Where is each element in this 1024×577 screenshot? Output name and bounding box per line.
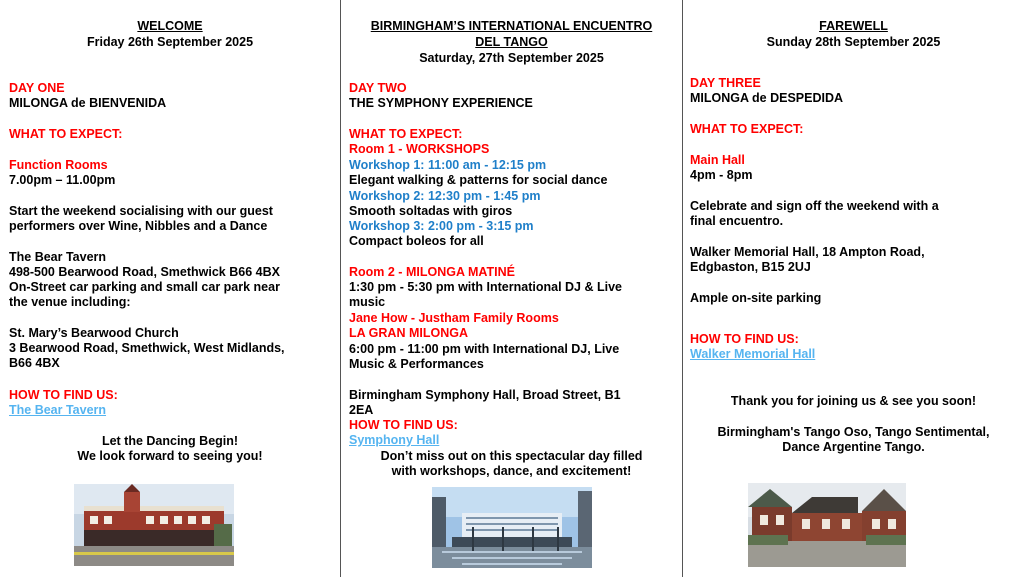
day-one-venue-line: 498-500 Bearwood Road, Smethwick B66 4BX xyxy=(9,265,280,279)
day-three-venue-line: Walker Memorial Hall, 18 Ampton Road, xyxy=(690,245,925,259)
day-three-column xyxy=(683,0,1024,577)
day-three-closing-line: Dance Argentine Tango. xyxy=(782,440,925,454)
jane-how-rooms: Jane How - Justham Family Rooms xyxy=(349,311,559,325)
day-one-alt-line: B66 4BX xyxy=(9,356,60,370)
matine-line: 1:30 pm - 5:30 pm with International DJ & Live xyxy=(349,280,622,294)
workshop-1-desc: Elegant walking & patterns for social dance xyxy=(349,173,608,187)
day-one-closing-line: Let the Dancing Begin! xyxy=(101,434,239,448)
day-one-date: Friday 26th September 2025 xyxy=(86,35,254,49)
room-1-label: Room 1 - WORKSHOPS xyxy=(349,142,490,156)
day-three-closing-line: Birmingham's Tango Oso, Tango Sentimental, xyxy=(717,425,990,439)
day-two-label: DAY TWO xyxy=(349,81,407,95)
day-three-event: MILONGA de DESPEDIDA xyxy=(690,91,844,105)
day-three-room: Main Hall xyxy=(690,153,745,167)
bear-tavern-link[interactable]: The Bear Tavern xyxy=(9,403,107,417)
day-two-venue-line: Birmingham Symphony Hall, Broad Street, B1 xyxy=(349,388,621,402)
day-one-find-label: HOW TO FIND US: xyxy=(9,388,118,402)
day-two-find-label: HOW TO FIND US: xyxy=(349,418,458,432)
gran-milonga-line: Music & Performances xyxy=(349,357,484,371)
day-one-label: DAY ONE xyxy=(9,81,65,95)
day-one-time: 7.00pm – 11.00pm xyxy=(9,173,116,187)
workshop-3-time: Workshop 3: 2:00 pm - 3:15 pm xyxy=(349,219,534,233)
farewell-heading: FAREWELL xyxy=(819,19,888,33)
day-three-date: Sunday 28th September 2025 xyxy=(766,35,941,49)
bear-tavern-photo xyxy=(74,484,234,566)
day-two-closing-line: with workshops, dance, and excitement! xyxy=(391,464,632,478)
day-one-venue-line: The Bear Tavern xyxy=(9,250,107,264)
day-three-parking: Ample on-site parking xyxy=(690,291,822,305)
day-one-alt-line: 3 Bearwood Road, Smethwick, West Midlands, xyxy=(9,341,285,355)
day-three-expect-label: WHAT TO EXPECT: xyxy=(690,122,804,136)
encuentro-heading-line: BIRMINGHAM’S INTERNATIONAL ENCUENTRO xyxy=(370,19,653,33)
workshop-2-desc: Smooth soltadas with giros xyxy=(349,204,513,218)
encuentro-heading-line: DEL TANGO xyxy=(475,35,548,49)
day-one-venue-line: the venue including: xyxy=(9,295,131,309)
day-one-desc-line: Start the weekend socialising with our guest xyxy=(9,204,273,218)
day-one-column xyxy=(0,0,341,577)
walker-memorial-hall-link[interactable]: Walker Memorial Hall xyxy=(690,347,816,361)
day-two-closing-line: Don’t miss out on this spectacular day filled xyxy=(380,449,643,463)
room-2-label: Room 2 - MILONGA MATINÉ xyxy=(349,265,515,279)
walker-memorial-hall-photo xyxy=(748,483,906,567)
symphony-hall-link[interactable]: Symphony Hall xyxy=(349,433,440,447)
day-three-label: DAY THREE xyxy=(690,76,761,90)
day-three-time: 4pm - 8pm xyxy=(690,168,753,182)
day-two-venue-line: 2EA xyxy=(349,403,374,417)
day-three-desc-line: final encuentro. xyxy=(690,214,784,228)
day-one-room: Function Rooms xyxy=(9,158,108,172)
workshop-1-time: Workshop 1: 11:00 am - 12:15 pm xyxy=(349,158,547,172)
symphony-hall-photo xyxy=(432,487,592,568)
day-two-event: THE SYMPHONY EXPERIENCE xyxy=(349,96,533,110)
day-three-venue-line: Edgbaston, B15 2UJ xyxy=(690,260,811,274)
day-one-desc-line: performers over Wine, Nibbles and a Dance xyxy=(9,219,268,233)
day-one-venue-line: On-Street car parking and small car park near xyxy=(9,280,280,294)
matine-line: music xyxy=(349,295,386,309)
day-two-date: Saturday, 27th September 2025 xyxy=(419,51,604,65)
day-one-expect-label: WHAT TO EXPECT: xyxy=(9,127,123,141)
day-three-desc-line: Celebrate and sign off the weekend with a xyxy=(690,199,939,213)
workshop-3-desc: Compact boleos for all xyxy=(349,234,484,248)
day-three-closing-line: Thank you for joining us & see you soon! xyxy=(730,394,977,408)
day-one-alt-line: St. Mary’s Bearwood Church xyxy=(9,326,179,340)
day-one-event: MILONGA de BIENVENIDA xyxy=(9,96,167,110)
gran-milonga-line: 6:00 pm - 11:00 pm with International DJ, Live xyxy=(349,342,620,356)
day-three-find-label: HOW TO FIND US: xyxy=(690,332,799,346)
day-two-column xyxy=(341,0,683,577)
gran-milonga-label: LA GRAN MILONGA xyxy=(349,326,468,340)
day-two-expect-label: WHAT TO EXPECT: xyxy=(349,127,463,141)
workshop-2-time: Workshop 2: 12:30 pm - 1:45 pm xyxy=(349,189,541,203)
welcome-heading: WELCOME xyxy=(137,19,203,33)
day-one-closing-line: We look forward to seeing you! xyxy=(77,449,263,463)
